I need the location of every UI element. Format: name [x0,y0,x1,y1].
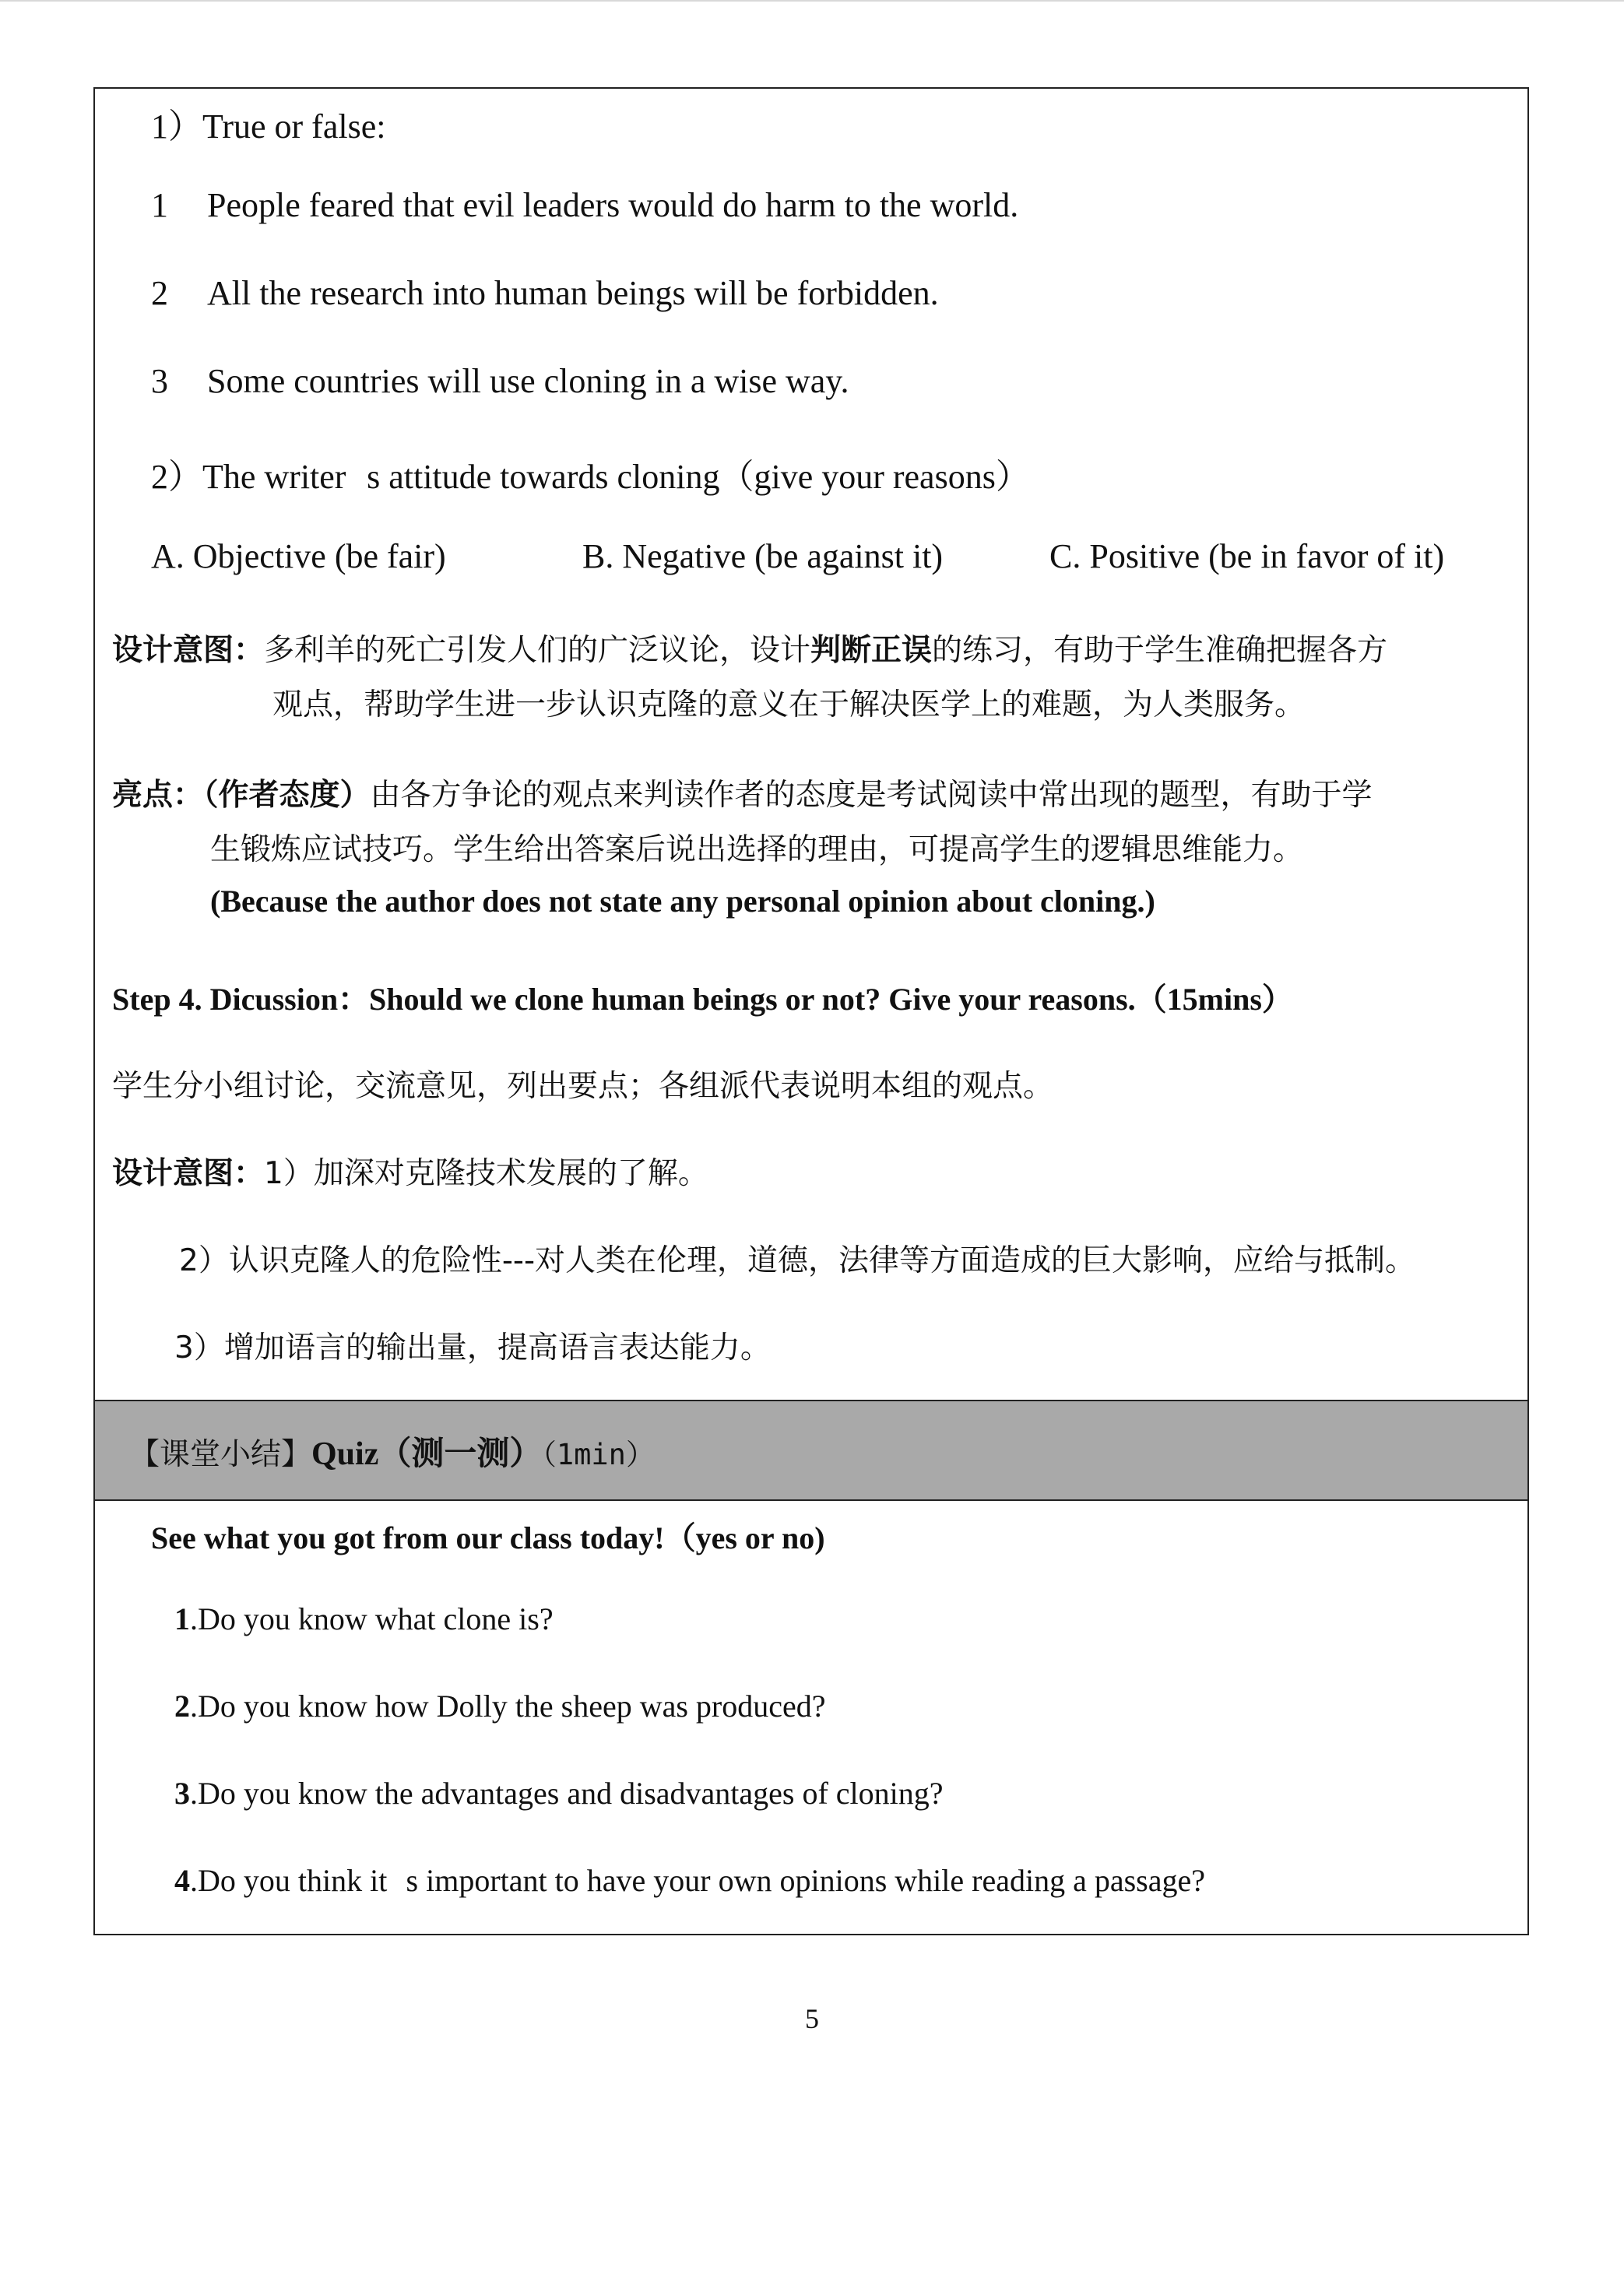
design-text: 的练习，有助于学生准确把握各方 [932,633,1388,668]
quiz-question-text: .Do you know the advantages and disadvantages of cloning? [190,1776,944,1811]
highlight-text: 由各方争论的观点来判读作者的态度是考试阅读中常出现的题型，有助于学 [370,778,1373,813]
attitude-option-c: C. Positive (be in favor of it) [1049,537,1445,575]
tf-item-text: All the research into human beings will be forbidden. [207,274,939,312]
quiz-question-number: 4 [174,1863,190,1898]
design-intent-1-cont: 观点，帮助学生进一步认识克隆的意义在于解决医学上的难题，为人类服务。 [272,687,1306,722]
lesson-table [93,87,1529,1935]
step4-design [112,1149,708,1193]
quiz-question [174,1688,826,1724]
attitude-option-b: B. Negative (be against it) [582,537,944,575]
highlight-answer: (Because the author does not state any personal opinion about cloning.) [210,884,1155,919]
highlight-cont: 生锻炼应试技巧。学生给出答案后说出选择的理由，可提高学生的逻辑思维能力。 [210,832,1304,867]
tf-item-text: People feared that evil leaders would do harm to the world. [207,186,1019,224]
page-edge [0,0,1624,2]
tf-item [151,185,1018,225]
attitude-option-a: A. Objective (be fair) [151,537,446,575]
quiz-question-number: 2 [174,1689,190,1724]
step4-title: Step 4. Dicussion：Should we clone human beings or not? Give your reasons.（15mins） [112,982,1293,1017]
step4-instruction: 学生分小组讨论，交流意见，列出要点；各组派代表说明本组的观点。 [112,1069,1054,1104]
design-text: 多利羊的死亡引发人们的广泛议论，设计 [264,633,811,668]
design-intent-1 [112,626,1387,670]
quiz-time: （1min） [542,1438,655,1471]
design-label: 设计意图： [112,1156,265,1191]
summary-header-text [129,1428,655,1474]
design-emphasis: 判断正误 [810,633,933,668]
quiz-question [174,1775,944,1812]
highlight-label: 亮点： [112,778,204,813]
quiz-question-number: 3 [174,1776,190,1811]
quiz-question-text: .Do you know what clone is? [190,1601,554,1636]
tf-item [151,361,849,401]
summary-label: 【课堂小结】 [129,1437,312,1472]
design-point: 3）增加语言的输出量，提高语言表达能力。 [174,1330,771,1365]
quiz-question-number: 1 [174,1601,190,1636]
highlight-emphasis: （作者态度） [203,778,371,813]
tf-item-text: Some countries will use cloning in a wise way. [207,362,849,400]
tf-item [151,273,939,313]
tf-item-number: 3 [151,362,168,400]
summary-header [95,1400,1527,1501]
quiz-question [174,1601,554,1637]
design-label: 设计意图： [112,633,265,668]
design-point: 2）认识克隆人的危险性---对人类在伦理，道德，法律等方面造成的巨大影响，应给与抵制。 [179,1243,1416,1278]
quiz-question-text: .Do you think its important to have your own opinions while reading a passage? [190,1863,1205,1898]
design-point: 1）加深对克隆技术发展的了解。 [264,1156,708,1191]
quiz-label: Quiz（测一测） [311,1436,543,1472]
highlight [112,771,1373,814]
quiz-question [174,1862,1205,1900]
attitude-heading: 2）The writers attitude towards cloning（give your reasons） [151,458,1030,496]
quiz-intro: See what you got from our class today!（yes or no) [151,1520,825,1555]
quiz-question-text: .Do you know how Dolly the sheep was produced? [190,1689,826,1724]
page-number: 5 [805,2003,819,2034]
tf-item-number: 1 [151,186,168,224]
tf-heading: 1）True or false: [151,107,386,146]
tf-item-number: 2 [151,274,168,312]
